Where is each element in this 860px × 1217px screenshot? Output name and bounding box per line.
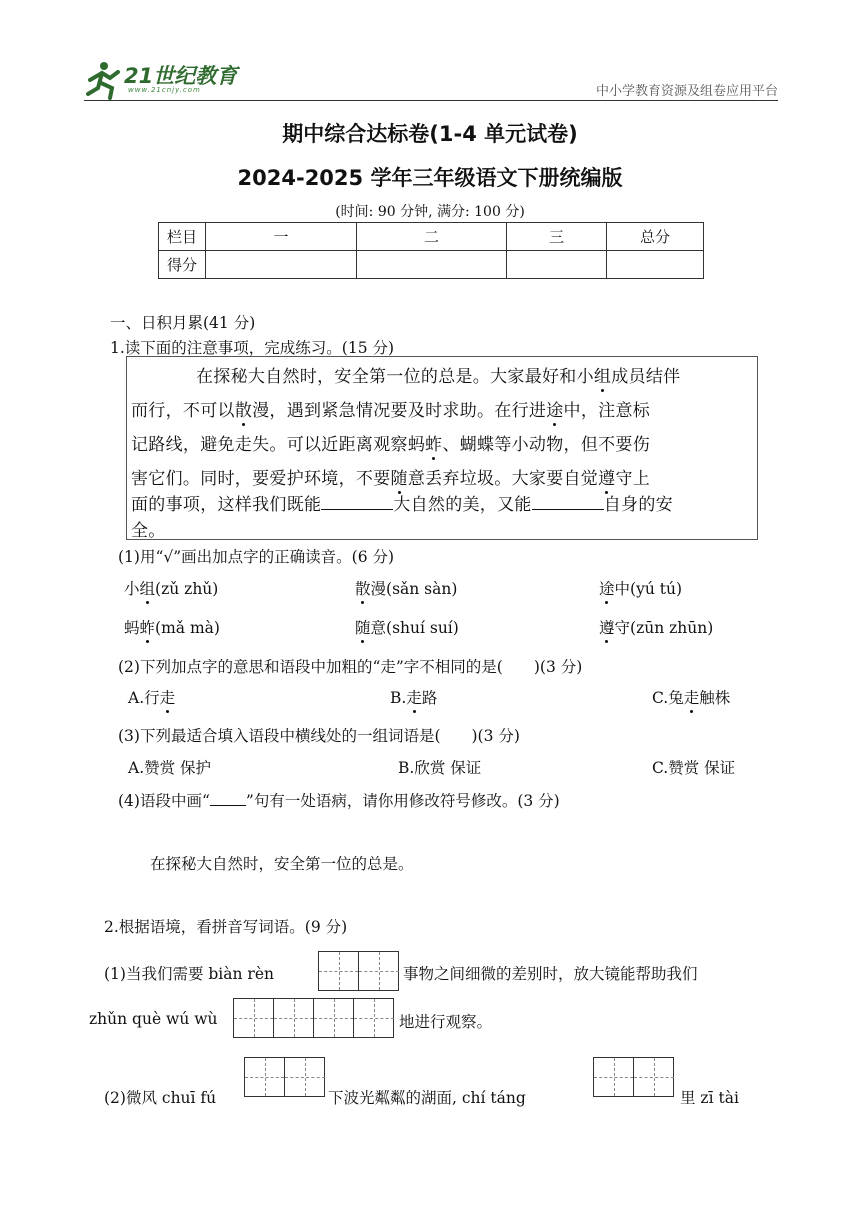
score-input-cell[interactable] [507, 251, 607, 279]
writing-grid[interactable] [244, 1057, 325, 1097]
logo-url: www.21cnjy.com [128, 86, 201, 94]
pinyin-choice[interactable]: 散漫(sǎn sàn) [355, 577, 457, 599]
writing-grid[interactable] [318, 951, 399, 991]
sub2-stem: (2)下列加点字的意思和语段中加粗的“走”字不相同的是( )(3 分) [118, 658, 583, 676]
writing-grid[interactable] [593, 1057, 674, 1097]
fill-blank[interactable] [321, 495, 393, 510]
score-input-cell[interactable] [206, 251, 357, 279]
sub3-stem: (3)下列最适合填入语段中横线处的一组词语是( )(3 分) [118, 727, 520, 745]
q2-line3-text: (2)微风 chuī fú [104, 1089, 217, 1107]
score-cell: 总分 [607, 223, 704, 251]
passage-line: 记路线，避免走失。可以近距离观察蚂蚱、蝴蝶等小动物，但不要伤 [131, 430, 650, 455]
score-cell: 一 [206, 223, 357, 251]
q2-line1-text: (1)当我们需要 biàn rèn [104, 965, 274, 983]
passage-line: 在探秘大自然时，安全第一位的总是。大家最好和小组成员结伴 [196, 362, 680, 387]
q1-stem: 1.读下面的注意事项，完成练习。(15 分) [110, 339, 395, 357]
option-c[interactable]: C.赞赏 保证 [652, 759, 736, 777]
pinyin-choice[interactable]: 途中(yú tú) [599, 577, 682, 599]
pinyin-choice[interactable]: 小组(zǔ zhǔ) [124, 577, 218, 599]
q2-line2-text: zhǔn què wú wù [89, 1010, 218, 1028]
passage-line: 害它们。同时，要爱护环境，不要随意丢弃垃圾。大家要自觉遵守上 [131, 464, 650, 489]
option-c[interactable]: C.兔走触株 [652, 686, 730, 708]
logo-text: 21世纪教育 [124, 64, 238, 88]
score-input-cell[interactable] [357, 251, 507, 279]
q2-line3-text: 下波光粼粼的湖面, chí táng [328, 1089, 526, 1107]
q2-line3-text: 里 zī tài [680, 1089, 739, 1107]
option-b[interactable]: B.欣赏 保证 [398, 759, 482, 777]
q2-line2-text: 地进行观察。 [399, 1013, 493, 1031]
sub4-sentence[interactable]: 在探秘大自然时，安全第一位的总是。 [150, 855, 414, 873]
passage-line: 而行，不可以散漫，遇到紧急情况要及时求助。在行进途中，注意标 [131, 396, 650, 421]
passage-line: 面的事项，这样我们既能 大自然的美，又能 自身的安 [131, 495, 673, 515]
fill-line [244, 1096, 325, 1097]
fill-line [593, 1096, 674, 1097]
pinyin-choice[interactable]: 随意(shuí suí) [355, 616, 459, 638]
pinyin-choice[interactable]: 遵守(zūn zhūn) [599, 616, 713, 638]
score-cell: 三 [507, 223, 607, 251]
score-table [158, 222, 704, 279]
underline-mark [210, 793, 246, 806]
section1-heading: 一、日积月累(41 分) [110, 314, 256, 332]
option-a[interactable]: A.赞赏 保护 [128, 759, 212, 777]
exam-info: (时间: 90 分钟, 满分: 100 分) [335, 204, 525, 220]
score-table-score-row [159, 251, 704, 279]
score-cell: 二 [357, 223, 507, 251]
score-table-header-row [159, 223, 704, 251]
q2-stem: 2.根据语境，看拼音写词语。(9 分) [104, 918, 348, 936]
title-line2: 2024-2025 学年三年级语文下册统编版 [237, 166, 623, 190]
writing-grid[interactable] [233, 998, 394, 1038]
passage-line: 全。 [131, 521, 166, 541]
title-line1: 期中综合达标卷(1-4 单元试卷) [282, 122, 578, 146]
q2-line1-text: 事物之间细微的差别时，放大镜能帮助我们 [403, 965, 698, 983]
platform-tagline: 中小学教育资源及组卷应用平台 [595, 84, 778, 99]
header-divider [84, 100, 778, 101]
option-b[interactable]: B.走路 [390, 686, 437, 708]
fill-blank[interactable] [532, 495, 604, 510]
option-a[interactable]: A.行走 [128, 686, 175, 708]
sub1-stem: (1)用“√”画出加点字的正确读音。(6 分) [118, 548, 395, 566]
pinyin-choice[interactable]: 蚂蚱(mǎ mà) [124, 616, 220, 638]
score-input-cell[interactable] [607, 251, 704, 279]
score-cell: 栏目 [159, 223, 206, 251]
score-cell: 得分 [159, 251, 206, 279]
sub4-stem: (4)语段中画“ ”句有一处语病，请你用修改符号修改。(3 分) [118, 792, 560, 810]
